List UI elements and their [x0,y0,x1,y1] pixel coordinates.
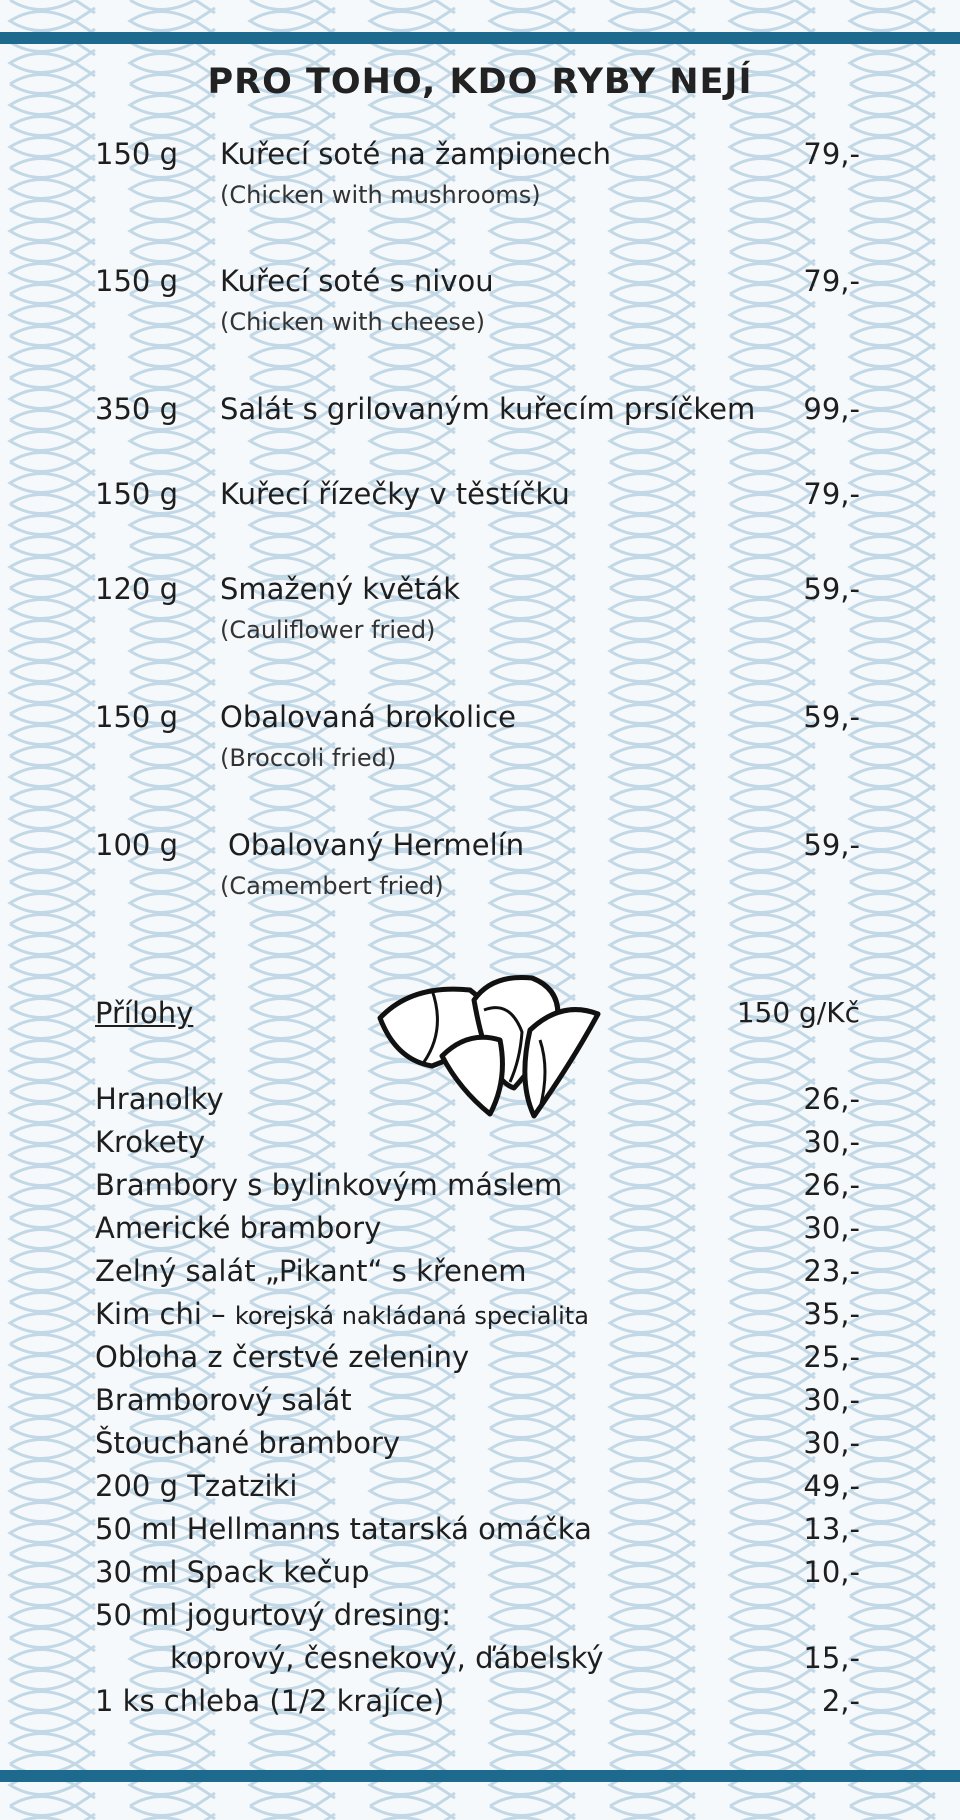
side-price: 30,- [803,1125,860,1159]
side-name: Brambory s bylinkovým máslem [95,1168,563,1202]
side-price: 49,- [803,1469,860,1503]
side-item [95,1254,860,1294]
side-item [95,1512,860,1552]
dish-weight: 150 g [95,700,178,734]
side-item [95,1082,860,1122]
side-item [95,1641,860,1681]
dish-weight: 150 g [95,137,178,171]
side-name: 1 ks chleba (1/2 krajíce) [95,1684,445,1718]
side-price: 30,- [803,1383,860,1417]
dish-weight: 350 g [95,392,178,426]
side-price: 30,- [803,1426,860,1460]
dish-weight: 150 g [95,477,178,511]
dish-name: Salát s grilovaným kuřecím prsíčkem [220,392,756,426]
side-name: Americké brambory [95,1211,382,1245]
dish-item [95,572,860,652]
sides-label: Přílohy [95,996,194,1030]
side-name: 30 ml Spack kečup [95,1555,370,1589]
dish-name: Obalovaná brokolice [220,700,516,734]
dish-weight: 150 g [95,264,178,298]
dish-weight: 100 g [95,828,178,862]
dish-price: 79,- [803,477,860,511]
dish-price: 99,- [803,392,860,426]
side-price: 25,- [803,1340,860,1374]
side-item [95,1598,860,1638]
dish-english: (Chicken with cheese) [220,308,485,336]
dish-item [95,264,860,344]
dish-name: Kuřecí řízečky v těstíčku [220,477,570,511]
side-item [95,1297,860,1337]
dish-name: Kuřecí soté na žampionech [220,137,611,171]
side-item [95,1383,860,1423]
dish-item [95,477,860,557]
side-item [95,1168,860,1208]
side-item [95,1684,860,1724]
side-price: 30,- [803,1211,860,1245]
side-price: 2,- [821,1684,860,1718]
dish-item [95,392,860,472]
side-item [95,1340,860,1380]
side-name: Kim chi – [95,1297,226,1331]
dish-price: 79,- [803,137,860,171]
side-name: 50 ml Hellmanns tatarská omáčka [95,1512,592,1546]
side-price: 26,- [803,1082,860,1116]
dish-name: Smažený květák [220,572,460,606]
dish-price: 59,- [803,828,860,862]
side-price: 35,- [803,1297,860,1331]
side-name: Obloha z čerstvé zeleniny [95,1340,470,1374]
dish-english: (Chicken with mushrooms) [220,181,541,209]
dish-name: Obalovaný Hermelín [228,828,525,862]
side-name: Krokety [95,1125,206,1159]
side-item [95,1125,860,1165]
dish-english: (Broccoli fried) [220,744,397,772]
dish-item [95,828,860,908]
dish-weight: 120 g [95,572,178,606]
side-name: koprový, česnekový, ďábelský [170,1641,604,1675]
page-title: PRO TOHO, KDO RYBY NEJÍ [207,62,753,102]
dish-price: 79,- [803,264,860,298]
dish-price: 59,- [803,572,860,606]
side-price: 26,- [803,1168,860,1202]
dish-item [95,700,860,780]
side-name: 50 ml jogurtový dresing: [95,1598,452,1632]
side-price: 13,- [803,1512,860,1546]
dish-price: 59,- [803,700,860,734]
side-name: 200 g Tzatziki [95,1469,298,1503]
side-name: Zelný salát „Pikant“ s křenem [95,1254,527,1288]
side-name: Štouchané brambory [95,1426,401,1460]
side-price: 10,- [803,1555,860,1589]
dish-english: (Camembert fried) [220,872,444,900]
side-item [95,1555,860,1595]
side-note: korejská nakládaná specialita [234,1302,589,1330]
dish-name: Kuřecí soté s nivou [220,264,494,298]
side-price: 23,- [803,1254,860,1288]
side-name-with-note [95,1297,589,1331]
side-price: 15,- [803,1641,860,1675]
dish-item [95,137,860,217]
side-name: Hranolky [95,1082,224,1116]
sides-unit: 150 g/Kč [736,996,860,1029]
side-item [95,1469,860,1509]
side-item [95,1211,860,1251]
side-name: Bramborový salát [95,1383,352,1417]
side-item [95,1426,860,1466]
dish-english: (Cauliflower fried) [220,616,436,644]
